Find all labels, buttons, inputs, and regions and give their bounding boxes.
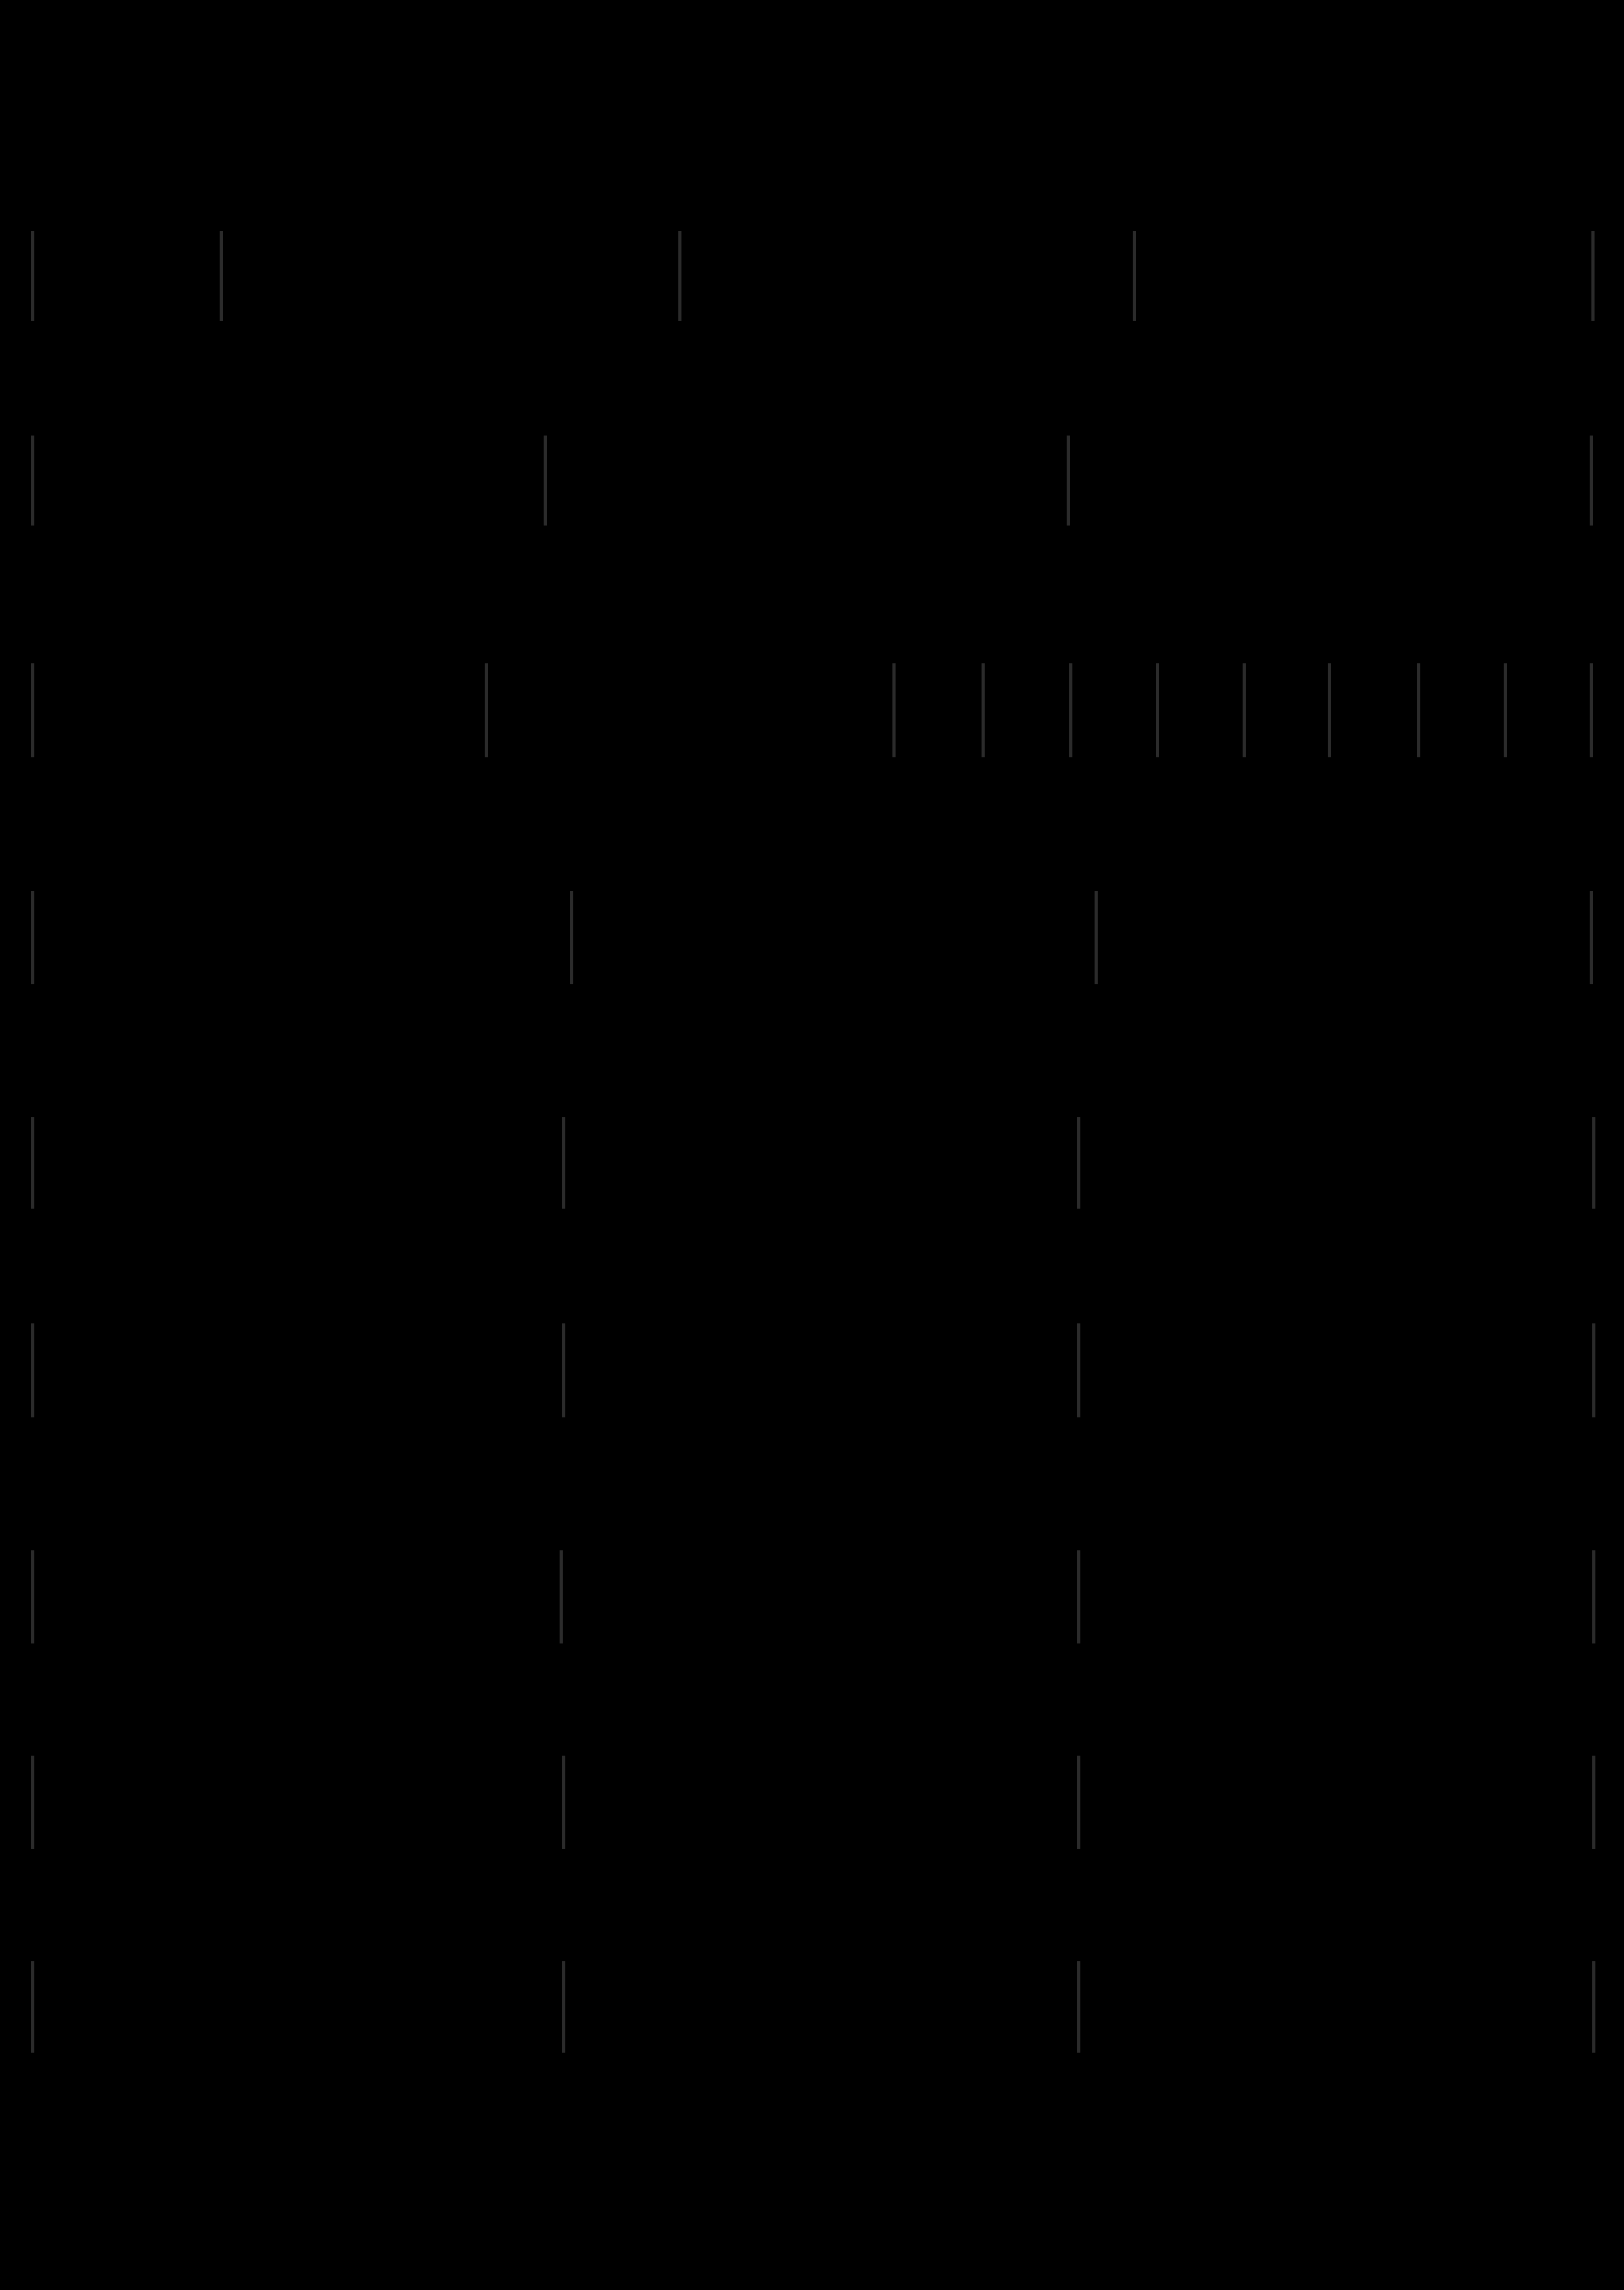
vertical-line-segment — [31, 1756, 34, 1849]
tick-row-6 — [0, 1323, 1624, 1417]
vertical-line-segment — [1590, 891, 1593, 984]
vertical-line-segment — [1592, 1117, 1595, 1209]
vertical-line-segment — [31, 1323, 34, 1417]
vertical-line-segment — [1077, 1323, 1080, 1417]
vertical-line-segment — [544, 436, 547, 526]
vertical-line-segment — [1243, 663, 1246, 757]
vertical-line-segment — [1592, 1961, 1595, 2053]
vertical-line-segment — [560, 1550, 563, 1643]
tick-row-9 — [0, 1961, 1624, 2053]
vertical-line-segment — [1156, 663, 1159, 757]
vertical-line-segment — [1067, 436, 1070, 526]
tick-row-8 — [0, 1756, 1624, 1849]
vertical-line-segment — [982, 663, 985, 757]
vertical-line-segment — [1592, 1323, 1595, 1417]
vertical-line-segment — [31, 1550, 34, 1643]
tick-row-2 — [0, 436, 1624, 526]
vertical-line-segment — [562, 1117, 565, 1209]
vertical-line-segment — [1077, 1550, 1080, 1643]
vertical-line-segment — [1095, 891, 1098, 984]
vertical-line-segment — [1069, 663, 1072, 757]
tick-row-7 — [0, 1550, 1624, 1643]
vertical-line-segment — [31, 231, 34, 321]
vertical-line-segment — [1591, 231, 1595, 321]
vertical-line-segment — [1504, 663, 1507, 757]
tick-row-1 — [0, 231, 1624, 321]
vertical-line-segment — [892, 663, 896, 757]
vertical-line-segment — [562, 1961, 565, 2053]
vertical-line-segment — [1590, 436, 1593, 526]
vertical-line-segment — [1133, 231, 1136, 321]
vertical-line-segment — [220, 231, 223, 321]
vertical-line-segment — [485, 663, 488, 757]
vertical-line-segment — [1417, 663, 1420, 757]
vertical-line-segment — [1077, 1961, 1080, 2053]
vertical-line-segment — [1592, 1756, 1595, 1849]
tick-row-4 — [0, 891, 1624, 984]
vertical-line-segment — [1077, 1756, 1080, 1849]
vertical-line-segment — [1077, 1117, 1080, 1209]
vertical-line-segment — [1592, 1550, 1595, 1643]
vertical-line-segment — [1590, 663, 1593, 757]
tick-row-5 — [0, 1117, 1624, 1209]
vertical-line-segment — [31, 436, 34, 526]
vertical-line-segment — [678, 231, 681, 321]
vertical-line-segment — [562, 1323, 565, 1417]
vertical-line-segment — [570, 891, 573, 984]
vertical-line-segment — [31, 1117, 34, 1209]
vertical-line-segment — [31, 663, 34, 757]
tick-row-3 — [0, 663, 1624, 757]
vertical-line-segment — [31, 891, 34, 984]
vertical-line-segment — [562, 1756, 565, 1849]
vertical-line-segment — [1328, 663, 1331, 757]
vertical-line-segment — [31, 1961, 34, 2053]
